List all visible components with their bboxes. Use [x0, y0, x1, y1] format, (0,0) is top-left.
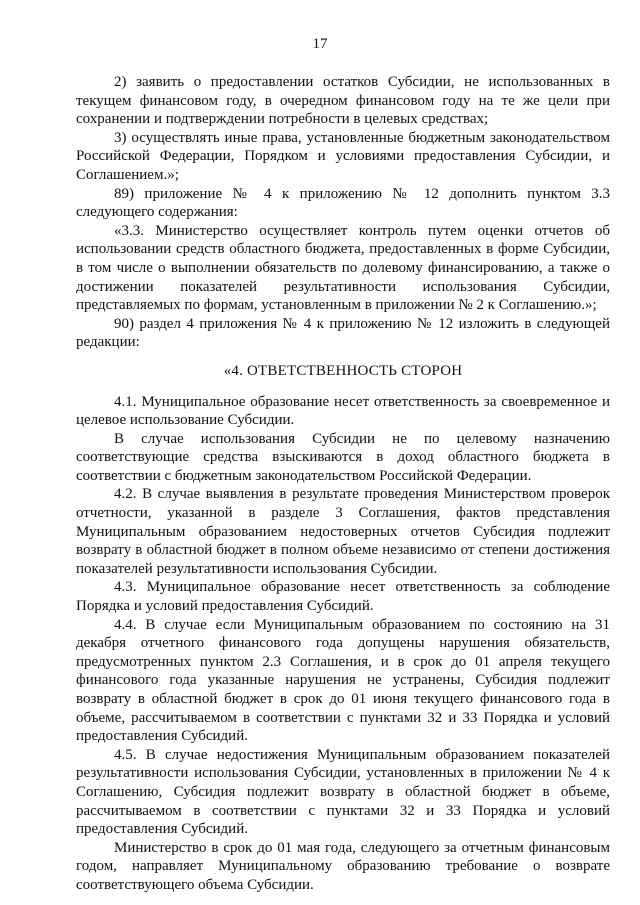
section-paragraph: 4.3. Муниципальное образование несет ответственность за соблюдение Порядка и условий предоставления Субсидий.: [76, 579, 610, 615]
section-heading: «4. ОТВЕТСТВЕННОСТЬ СТОРОН: [223, 362, 463, 379]
paragraph: 2) заявить о предоставлении остатков Субсидии, не использованных в текущем финансовом году, в очередном финансовом году на те же цели при сохранении и подтверждении потребности в целевых средствах;: [76, 74, 610, 128]
paragraph: «3.3. Министерство осуществляет контроль путем оценки отчетов об использовании средств областного бюджета, предоставленных в форме Субсидии, в том числе о выполнении обязательств по долевому финансированию, а также о достижении показателей результативности использования Субсидии, представляемых по формам, установленным в приложении № 2 к Соглашению.»;: [76, 222, 610, 314]
document-body: [76, 73, 610, 895]
section-paragraph: 4.5. В случае недостижения Муниципальным образованием показателей результативности использования Субсидии, установленных в приложении № 4 к Соглашению, Субсидия подлежит возврату в областной бюджет в объеме, рассчитываемом в соответствии с пунктами 32 и 33 Порядка и условий предоставления Субсидий.: [76, 746, 610, 838]
section-paragraph: Министерство в срок до 01 мая года, следующего за отчетным финансовым годом, направляет Муниципальному образованию требование о возврате соответствующего объема Субсидии.: [76, 839, 610, 893]
section-paragraph: 4.1. Муниципальное образование несет ответственность за своевременное и целевое использование Субсидии.: [76, 393, 610, 429]
section-paragraph: 4.2. В случае выявления в результате проведения Министерством проверок отчетности, указанной в разделе 3 Соглашения, фактов представления Муниципальным образованием недостоверных отчетов Субсидия подлежит возврату в областной бюджет в полном объеме независимо от степени достижения показателей результативности использования Субсидии.: [76, 486, 610, 577]
paragraph: 89) приложение № 4 к приложению № 12 дополнить пунктом 3.3 следующего содержания:: [76, 185, 610, 221]
paragraph: 3) осуществлять иные права, установленные бюджетным законодательством Российской Федерации, Порядком и условиями предоставления Субсидии, и Соглашением.»;: [76, 129, 610, 183]
section-paragraph: 4.4. В случае если Муниципальным образованием по состоянию на 31 декабря отчетного финансового года допущены нарушения обязательств, предусмотренных пунктом 2.3 Соглашения, и в срок до 01 апреля текущего финансового года указанные нарушения не устранены, Субсидия подлежит возврату в областной бюджет в срок до 01 июня текущего финансового года в объеме, рассчитываемом в соответствии с пунктами 32 и 33 Порядка и условий предоставления Субсидий.: [76, 616, 610, 745]
paragraph: 90) раздел 4 приложения № 4 к приложению № 12 изложить в следующей редакции:: [76, 315, 610, 351]
section-paragraph: В случае использования Субсидии не по целевому назначению соответствующие средства взыскиваются в доход областного бюджета в соответствии с бюджетным законодательством Российской Федерации.: [76, 430, 610, 484]
page-number: 17: [312, 36, 328, 52]
